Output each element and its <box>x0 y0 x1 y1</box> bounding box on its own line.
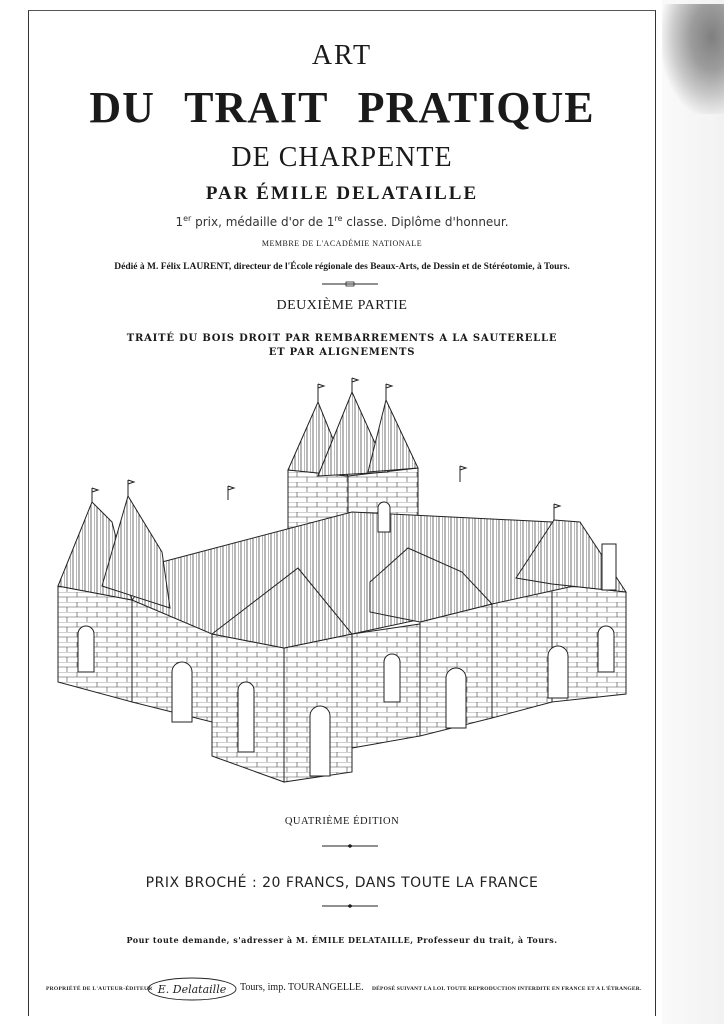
footer-printer: Tours, imp. TOURANGELLE. <box>240 982 364 993</box>
price-line: PRIX BROCHÉ : 20 FRANCS, DANS TOUTE LA FRANCE <box>145 875 539 891</box>
treatise-line-1: TRAITÉ DU BOIS DROIT PAR REMBARREMENTS A LA SAUTERELLE <box>126 333 558 344</box>
svg-text:E. Delataille: E. Delataille <box>157 983 227 996</box>
ornament-rule-2 <box>320 843 380 849</box>
title-line-3: DE CHARPENTE <box>231 142 453 173</box>
ornament-rule-1 <box>320 281 380 287</box>
dedication-line: Dédié à M. Félix LAURENT, directeur de l'École régionale des Beaux-Arts, de Dessin et de Stéréotomie, à Tours. <box>114 262 570 272</box>
footer-property-notice: PROPRIÉTÉ DE L'AUTEUR-ÉDITEUR <box>46 986 153 992</box>
title-line-2: DU TRAIT PRATIQUE <box>89 83 595 132</box>
contact-line: Pour toute demande, s'adresser à M. ÉMILE DELATAILLE, Professeur du trait, à Tours. <box>126 935 558 945</box>
paper-stain <box>662 4 724 114</box>
prize-line: 1er prix, médaille d'or de 1re classe. Diplôme d'honneur. <box>175 214 509 229</box>
chateau-illustration <box>52 372 634 792</box>
ornament-rule-3 <box>320 903 380 909</box>
title-line-1: ART <box>311 40 373 71</box>
footer-copyright: DÉPOSÉ SUIVANT LA LOI. TOUTE REPRODUCTION INTERDITE EN FRANCE ET A L'ÉTRANGER. <box>372 986 642 992</box>
author-line: PAR ÉMILE DELATAILLE <box>205 183 479 204</box>
scan-margin <box>662 0 724 1024</box>
author-signature <box>146 976 238 1002</box>
imprint-footer <box>34 976 644 1002</box>
treatise-line-2: ET PAR ALIGNEMENTS <box>268 347 416 358</box>
part-heading: DEUXIÈME PARTIE <box>276 298 408 313</box>
edition-line: QUATRIÈME ÉDITION <box>284 816 400 827</box>
membership-line: MEMBRE DE L'ACADÉMIE NATIONALE <box>261 239 423 248</box>
